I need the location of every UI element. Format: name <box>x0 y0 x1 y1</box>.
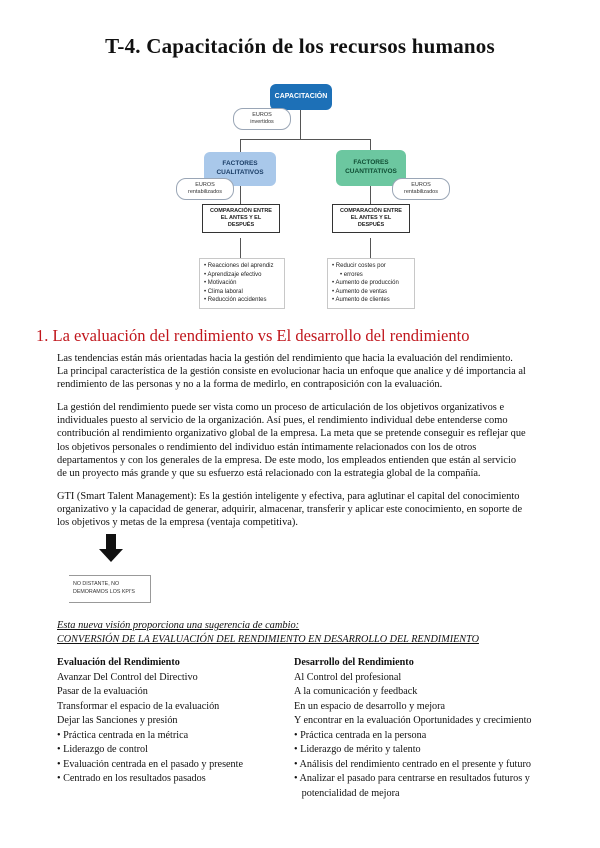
qualitative-list <box>199 258 285 309</box>
column-item: Y encontrar en la evaluación Oportunidades y crecimiento <box>294 715 532 726</box>
conversion-heading: CONVERSIÓN DE LA EVALUACIÓN DEL RENDIMIENTO EN DESARROLLO DEL RENDIMIENTO <box>57 634 479 645</box>
box-line: CUALITATIVOS <box>216 169 264 176</box>
list-item: • Clima laboral <box>204 288 280 297</box>
text-line: los objetivos y metas de la empresa (ventaja competitiva). <box>57 517 298 529</box>
vision-line: Esta nueva visión proporciona una sugerencia de cambio: <box>57 620 300 631</box>
list-item: • Motivación <box>204 279 280 288</box>
list-item: • Aumento de clientes <box>332 296 410 305</box>
list-item: • Aumento de ventas <box>332 288 410 297</box>
text-line: La principal característica de la gestión consiste en evolucionar hacia un enfoque que analice y dé importancia al <box>57 366 526 378</box>
connector-line <box>370 186 371 204</box>
column-item: • Análisis del rendimiento centrado en el presente y futuro <box>294 758 531 770</box>
column-item: Transformar el espacio de la evaluación <box>57 700 220 712</box>
compare-line: DESPUÉS <box>357 222 385 228</box>
paragraph-performance-management <box>57 401 582 480</box>
text-line: organizativo y la capacidad de generar, adquirir, almacenar, transferir y aplicar este conocimiento, en soporte de <box>57 504 523 516</box>
section-heading: 1. La evaluación del rendimiento vs El desarrollo del rendimiento <box>36 326 470 345</box>
left-euros-pill <box>176 178 234 200</box>
evaluation-column <box>57 656 287 787</box>
list-item: • Aumento de producción <box>332 279 410 288</box>
column-item: • Analizar el pasado para centrarse en resultados futuros y <box>294 773 530 784</box>
text-line: GTI (Smart Talent Management): Es la gestión inteligente y efectiva, para aglutinar el capital del conocimiento <box>57 491 520 502</box>
left-comparison-box <box>202 204 280 233</box>
pill-line: rentabilizados <box>188 189 222 195</box>
text-line: departamentos y con los generales de la empresa. De este modo, los empleados entienden que están al servicio <box>57 454 517 466</box>
connector-line <box>240 186 241 204</box>
capacitacion-label: CAPACITACIÓN <box>274 93 328 100</box>
note-line: NO DISTANTE, NO <box>73 581 120 587</box>
list-item: • Reacciones del aprendiz <box>204 262 280 271</box>
column-item: • Práctica centrada en la persona <box>294 729 427 741</box>
column-header: Evaluación del Rendimiento <box>57 657 180 668</box>
pill-line: EUROS <box>411 182 431 188</box>
connector-line <box>240 139 371 140</box>
column-item: En un espacio de desarrollo y mejora <box>294 700 446 712</box>
box-line: FACTORES <box>353 159 389 166</box>
paragraph-gti <box>57 490 582 530</box>
pill-line: EUROS <box>195 182 215 188</box>
compare-line: EL ANTES Y EL <box>350 215 392 221</box>
text-line: rendimiento de las personas y no a la forma de medirlo, en contraposición con la evaluación. <box>57 379 443 391</box>
page-title: T-4. Capacitación de los recursos humanos <box>105 34 495 58</box>
pill-line: rentabilizados <box>404 189 438 195</box>
box-line: FACTORES <box>222 160 258 167</box>
right-euros-pill <box>392 178 450 200</box>
text-line: La gestión del rendimiento puede ser vista como un proceso de articulación de los objetivos organizativos e <box>57 402 505 413</box>
text-line: de un proyecto más grande y que su esfuerzo está relacionado con la estrategia global de la compañía. <box>57 468 481 480</box>
text-line: contribución al rendimiento organizativo global de la empresa. La meta que se pretende conseguir es reflejar que <box>57 428 526 440</box>
box-line: CUANTITATIVOS <box>345 168 397 175</box>
column-item: Pasar de la evaluación <box>57 686 148 697</box>
development-column <box>294 656 590 801</box>
compare-line: DESPUÉS <box>227 222 255 228</box>
column-item: Al Control del profesional <box>294 671 402 683</box>
invested-euros-pill <box>233 108 291 130</box>
column-item: potencialidad de mejora <box>294 787 400 799</box>
right-comparison-box <box>332 204 410 233</box>
compare-line: EL ANTES Y EL <box>220 215 262 221</box>
text-line: Las tendencias están más orientadas hacia la gestión del rendimiento que hacia la evaluación del rendimiento. <box>57 353 513 364</box>
column-item: Avanzar Del Control del Directivo <box>57 671 198 683</box>
connector-line <box>240 238 241 258</box>
column-item: • Liderazgo de mérito y talento <box>294 744 421 755</box>
connector-line <box>240 139 241 152</box>
note-line: DEMORAMOS LOS KPI'S <box>73 589 135 595</box>
connector-line <box>370 238 371 258</box>
capacitacion-box <box>270 84 332 110</box>
column-item: • Práctica centrada en la métrica <box>57 729 189 741</box>
column-header: Desarrollo del Rendimiento <box>294 657 414 668</box>
text-line: individuales puesto al servicio de la organización. Así pues, el rendimiento individual debe entenderse como <box>57 415 508 427</box>
compare-line: COMPARACIÓN ENTRE <box>210 208 272 214</box>
text-line: los objetivos personales o rendimiento del individuo están íntimamente relacionados con los de otros <box>57 441 477 453</box>
list-item-cont: • errores <box>332 271 410 280</box>
list-item: • Aprendizaje efectivo <box>204 271 280 280</box>
column-item: • Evaluación centrada en el pasado y presente <box>57 758 244 770</box>
column-item: Dejar las Sanciones y presión <box>57 715 178 726</box>
column-item: • Centrado en los resultados pasados <box>57 773 206 784</box>
column-item: • Liderazgo de control <box>57 744 148 755</box>
kpi-note-box <box>69 575 151 603</box>
column-item: A la comunicación y feedback <box>294 686 418 697</box>
pill-line: EUROS <box>252 112 272 118</box>
compare-line: COMPARACIÓN ENTRE <box>340 208 402 214</box>
quantitative-list <box>327 258 415 309</box>
list-item: • Reducir costes por <box>332 262 410 271</box>
list-item: • Reducción accidentes <box>204 296 280 305</box>
connector-line <box>300 109 301 139</box>
pill-line: invertidos <box>250 119 274 125</box>
paragraph-trends <box>57 352 582 392</box>
